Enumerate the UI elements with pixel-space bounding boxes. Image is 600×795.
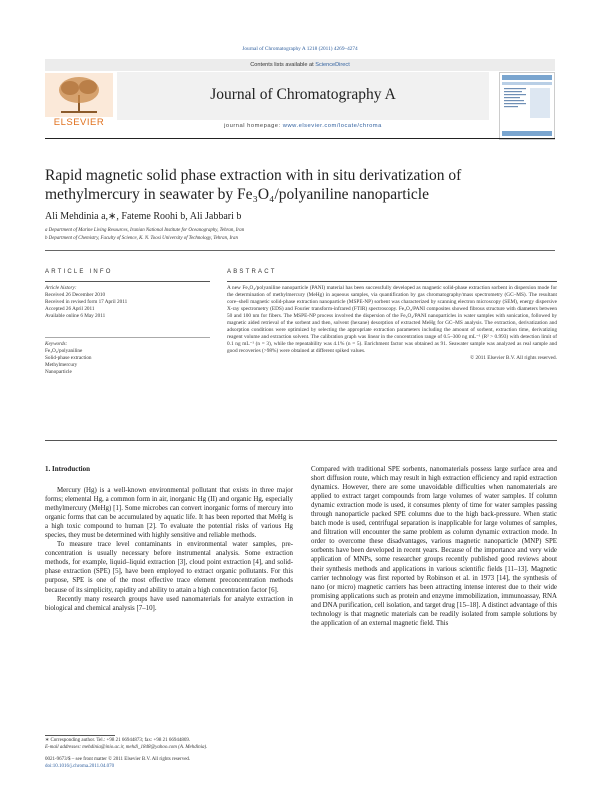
abstract-heading: ABSTRACT	[227, 269, 277, 275]
issn-line: 0021-9673/$ – see front matter © 2011 Elsevier B.V. All rights reserved.	[45, 757, 191, 762]
email-addresses[interactable]: E-mail addresses: mehdinia@inio.ac.ir, mehdi_1848@yahoo.com (A. Mehdinia).	[45, 744, 208, 750]
sciencedirect-link[interactable]: ScienceDirect	[315, 62, 350, 68]
article-history	[45, 285, 210, 320]
footnotes	[45, 738, 305, 751]
abstract-copyright: © 2011 Elsevier B.V. All rights reserved.	[470, 354, 557, 361]
intro-paragraph-continued: Compared with traditional SPE sorbents, nanomaterials possess large surface area and short diffusion route, which may result in high extraction efficiency and rapid extraction dynamics. However, there are some unavoidable difficulties when nanomaterials are applied to extract target compounds from large volumes of water samples. If column dynamic extraction mode is used, it consumes plenty of time for water samples passing through nanoparticle packed SPE columns due to the high back-pressure. When static batch mode is used, centrifugal separation is inapplicable for large volumes of samples, and filtration will encounter the same problem as column dynamic extraction mode. In order to overcome these disadvantages, various magnetic nanoparticle (MNP) SPE sorbents have been developed in recent years. Because of the importance and very wide application of MNPs, some researcher groups recently published good reviews about their synthesis methods and applications in various scientific fields [11–13]. Magnetic carrier technology was first reported by Robinson et al. in 1973 [14], the synthesis of nano (or micro) magnetic carriers has been attracting intense interest due to their wide promising applications such as protein and enzyme immobilization, immunoassay, RNA and DNA purification, cell isolation, and target drug [15–18]. A distinct advantage of this technology is that magnetic materials can be readily isolated from sample solutions by the application of an external magnetic field. This	[311, 466, 557, 627]
publisher-name: ELSEVIER	[53, 117, 105, 128]
homepage-prefix: journal homepage:	[224, 123, 283, 129]
journal-cover-thumbnail	[499, 72, 555, 140]
contents-bar	[45, 59, 555, 71]
body-column-left	[45, 486, 293, 613]
abstract-text: A new Fe₃O₄/polyaniline nanoparticle (PANI) material has been successfully developed as magnetic solid-phase extraction sorbent in dispersion mode for the determination of methylmercury (MeHg) in aqueous samples, via quantification by gas chromatography/mass spectrometry (GC–MS). The resultant core–shell magnetic solid-phase extraction nanoparticle (MSPE-NP) sorbent was characterized by scanning electron microscopy (SEM), energy dispersive X-ray spectrometry (EDS) and Fourier transform-infrared (FTIR) spectroscopy. Fe₃O₄/PANI composites showed fibrous structure with diameters between 50 and 100 nm for fibers. The MSPE-NP process involved the dispersion of the Fe₃O₄/PANI nanoparticles in water samples with sonication, followed by magnetic aided retrieval of the sorbent and then, solvent (hexane) desorption of extracted MeHg for GC–MS analysis. The extraction, derivatization and adsorption conditions were optimized by selecting the appropriate extraction parameters including the amount of sorbent, extraction time, derivatizing reagent volume and extraction solvent. The calibration graph was linear in the concentration range of 0.5–300 ng mL⁻¹ (R² > 0.993) with detection limit of 0.1 ng mL⁻¹ (n = 3), while the repeatability was 4.1% (n = 5). Enrichment factor was obtained as 91. Seawater sample was analyzed as real sample and good recoveries (>98%) were obtained at different spiked values.	[227, 285, 557, 354]
keyword-item: Solid-phase extraction	[45, 354, 92, 361]
keywords-label: Keywords:	[45, 341, 68, 347]
introduction-heading: 1. Introduction	[45, 465, 90, 473]
header-rule	[45, 138, 555, 139]
article-info-heading: ARTICLE INFO	[45, 269, 113, 275]
intro-paragraph-2: To measure trace level contaminants in environmental water samples, pre-concentration is usually necessary before instrumental analysis. Some extraction methods, for example, liquid–liquid extraction [3], cloud point extraction [4], and solid-phase extraction (SPE) [5], have been employed to extract organic pollutants. For this purpose, SPE is one of the most effective trace element preconcentration methods because of its simplicity, rapidity and ability to attain a high concentration factor [6].	[45, 541, 293, 594]
keywords-block	[45, 341, 210, 376]
keyword-item: Fe₃O₄/polyaniline	[45, 347, 83, 354]
abstract-rule	[227, 281, 557, 282]
corresponding-author-note: ∗ Corresponding author. Tel.: +98 21 66944873; fax: +98 21 66944869.	[45, 738, 191, 743]
journal-homepage	[117, 123, 489, 129]
abstract-body	[227, 285, 557, 361]
elsevier-tree-logo	[45, 73, 113, 117]
paper-title	[45, 167, 555, 204]
history-online: Available online 6 May 2011	[45, 312, 106, 319]
keywords-rule	[45, 337, 210, 338]
article-info-rule	[45, 281, 210, 282]
footnote-rule	[45, 735, 115, 736]
affiliation-b: b Department of Chemistry, Faculty of Science, K. N. Toosi University of Technology, Tehran, Iran	[45, 236, 238, 241]
title-line-1: Rapid magnetic solid phase extraction with in situ derivatization of	[45, 167, 462, 184]
front-matter	[45, 757, 345, 770]
affiliation-rule	[45, 250, 555, 251]
intro-paragraph-1: Mercury (Hg) is a well-known environmental pollutant that exists in three major forms; elemental Hg, a common form in air, inorganic Hg (II) and organic Hg, especially methylmercury (MeHg) [1]. Some microbes can convert inorganic forms of mercury into organic forms that can be accumulated by aquatic life. It has been reported that MeHg is a high toxic compound to human [2]. To evaluate the potential risks of various Hg species, they must be determined with highly sensitive and reliable methods.	[45, 487, 293, 540]
history-accepted: Accepted 26 April 2011	[45, 305, 95, 312]
history-received: Received 26 December 2010	[45, 291, 106, 298]
journal-title-box	[117, 72, 489, 120]
history-label: Article history:	[45, 285, 77, 291]
journal-citation[interactable]: Journal of Chromatography A 1218 (2011) 4269–4274	[242, 46, 358, 52]
keyword-item: Methylmercury	[45, 361, 78, 368]
title-line-2: methylmercury in seawater by Fe₃O₄/polyaniline nanoparticle	[45, 185, 429, 203]
contents-prefix: Contents lists available at	[250, 62, 316, 68]
intro-paragraph-3: Recently many research groups have used nanomaterials for analyte extraction in biological and chemical analysis [7–10].	[45, 595, 293, 612]
journal-title: Journal of Chromatography A	[210, 86, 396, 103]
affiliation-a: a Department of Marine Living Resources, Iranian National Institute for Oceanography, Tehran, Iran	[45, 228, 245, 233]
homepage-link[interactable]: www.elsevier.com/locate/chroma	[282, 123, 382, 129]
keyword-item: Nanoparticle	[45, 368, 72, 375]
doi-link[interactable]: doi:10.1016/j.chroma.2011.04.070	[45, 763, 115, 769]
journal-header	[45, 59, 555, 131]
author-list: Ali Mehdinia a,∗, Fateme Roohi b, Ali Jabbari b	[45, 211, 242, 222]
abstract-end-rule	[45, 440, 557, 441]
history-revised: Received in revised form 17 April 2011	[45, 298, 128, 305]
body-column-right	[311, 465, 557, 628]
